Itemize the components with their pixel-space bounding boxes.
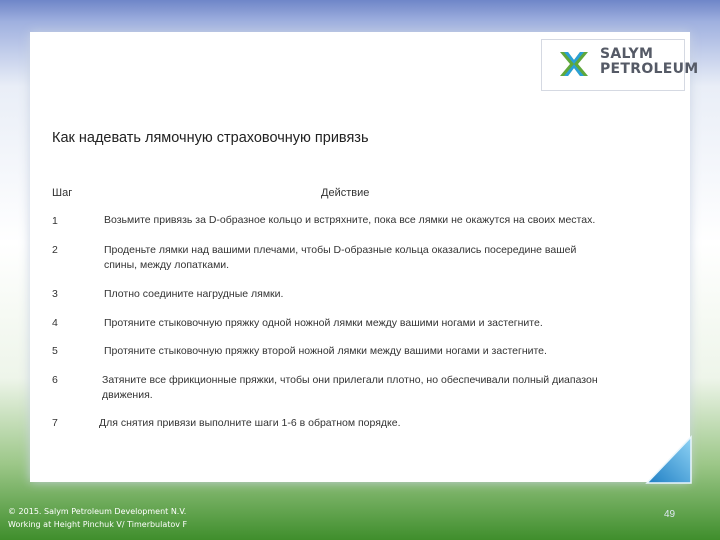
- step-number: 5: [52, 345, 58, 357]
- step-action-line: Затяните все фрикционные пряжки, чтобы они прилегали плотно, но обеспечивали полный диапазон: [102, 374, 598, 386]
- step-action-line: движения.: [102, 389, 153, 401]
- header-action: Действие: [321, 187, 370, 199]
- logo-line2: PETROLEUM: [600, 61, 699, 77]
- step-action: Для снятия привязи выполните шаги 1-6 в обратном порядке.: [99, 417, 401, 429]
- footer-line1: © 2015. Salym Petroleum Development N.V.: [8, 507, 187, 516]
- step-number: 3: [52, 288, 58, 300]
- step-action: Протяните стыковочную пряжку одной ножной лямки между вашими ногами и застегните.: [104, 317, 543, 329]
- step-number: 6: [52, 374, 58, 386]
- footer-copyright: [8, 505, 187, 531]
- salym-petroleum-logo: [541, 39, 699, 91]
- step-number: 4: [52, 317, 58, 329]
- logo-emblem-icon: [558, 48, 590, 80]
- header-step: Шаг: [52, 187, 73, 199]
- step-action: [104, 243, 684, 273]
- step-number: 7: [52, 417, 58, 429]
- page-number: 49: [664, 509, 676, 520]
- logo-line1: SALYM: [600, 46, 654, 62]
- corner-triangle-icon: [643, 433, 693, 485]
- footer-line2: Working at Height Pinchuk V/ Timerbulatov F: [8, 520, 188, 529]
- step-action: [102, 373, 682, 403]
- step-action: Протяните стыковочную пряжку второй ножной лямки между вашими ногами и застегните.: [104, 345, 547, 357]
- step-action: Возьмите привязь за D-образное кольцо и встряхните, пока все лямки не окажутся на своих местах.: [104, 214, 596, 226]
- page-title: Как надевать лямочную страховочную привязь: [52, 130, 369, 146]
- step-action: Плотно соедините нагрудные лямки.: [104, 288, 284, 300]
- step-action-line: Проденьте лямки над вашими плечами, чтобы D-образные кольца оказались посередине вашей: [104, 244, 577, 256]
- step-action-line: спины, между лопатками.: [104, 259, 230, 271]
- logo-text: [600, 47, 699, 77]
- step-number: 1: [52, 215, 58, 227]
- step-number: 2: [52, 244, 58, 256]
